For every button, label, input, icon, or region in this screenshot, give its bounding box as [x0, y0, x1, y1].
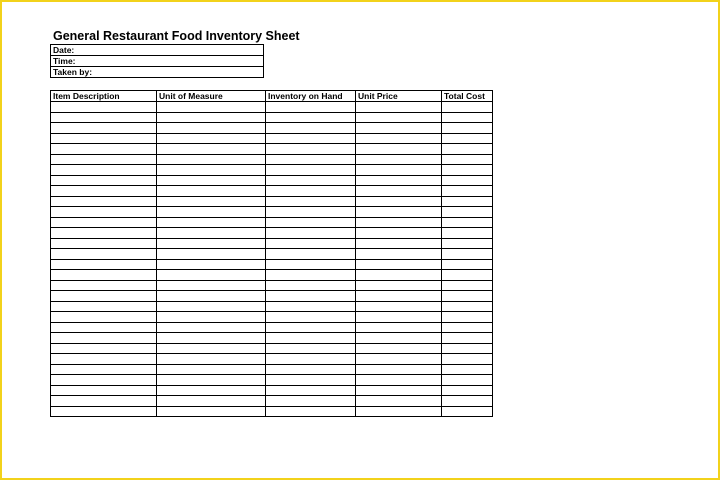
inventory-on-hand-cell[interactable] — [266, 228, 356, 239]
item-description-cell[interactable] — [51, 102, 157, 113]
table-row — [51, 112, 493, 123]
total-cost-cell[interactable] — [442, 165, 493, 176]
item-description-cell[interactable] — [51, 385, 157, 396]
item-description-cell[interactable] — [51, 112, 157, 123]
unit-of-measure-cell[interactable] — [157, 280, 266, 291]
total-cost-cell[interactable] — [442, 385, 493, 396]
table-row — [51, 165, 493, 176]
unit-price-cell[interactable] — [356, 406, 442, 417]
item-description-cell[interactable] — [51, 270, 157, 281]
inventory-on-hand-cell[interactable] — [266, 343, 356, 354]
item-description-cell[interactable] — [51, 249, 157, 260]
column-header-unit-price: Unit Price — [356, 91, 442, 102]
taken-by-field[interactable]: Taken by: — [51, 67, 264, 78]
inventory-on-hand-cell[interactable] — [266, 196, 356, 207]
item-description-cell[interactable] — [51, 196, 157, 207]
total-cost-cell[interactable] — [442, 228, 493, 239]
total-cost-cell[interactable] — [442, 102, 493, 113]
unit-price-cell[interactable] — [356, 238, 442, 249]
time-row — [51, 56, 264, 67]
table-row — [51, 144, 493, 155]
item-description-cell[interactable] — [51, 228, 157, 239]
inventory-on-hand-cell[interactable] — [266, 165, 356, 176]
unit-price-cell[interactable] — [356, 249, 442, 260]
table-row — [51, 385, 493, 396]
item-description-cell[interactable] — [51, 165, 157, 176]
inventory-on-hand-cell[interactable] — [266, 259, 356, 270]
item-description-cell[interactable] — [51, 217, 157, 228]
unit-of-measure-cell[interactable] — [157, 249, 266, 260]
table-row — [51, 322, 493, 333]
item-description-cell[interactable] — [51, 154, 157, 165]
unit-price-cell[interactable] — [356, 354, 442, 365]
column-header-item-description: Item Description — [51, 91, 157, 102]
unit-of-measure-cell[interactable] — [157, 406, 266, 417]
unit-price-cell[interactable] — [356, 186, 442, 197]
date-field[interactable]: Date: — [51, 45, 264, 56]
item-description-cell[interactable] — [51, 291, 157, 302]
table-row — [51, 196, 493, 207]
inventory-table — [50, 90, 493, 417]
inventory-on-hand-cell[interactable] — [266, 364, 356, 375]
inventory-on-hand-cell[interactable] — [266, 217, 356, 228]
unit-of-measure-cell[interactable] — [157, 354, 266, 365]
item-description-cell[interactable] — [51, 186, 157, 197]
total-cost-cell[interactable] — [442, 280, 493, 291]
unit-of-measure-cell[interactable] — [157, 312, 266, 323]
table-row — [51, 291, 493, 302]
unit-price-cell[interactable] — [356, 102, 442, 113]
unit-price-cell[interactable] — [356, 322, 442, 333]
unit-of-measure-cell[interactable] — [157, 133, 266, 144]
unit-of-measure-cell[interactable] — [157, 333, 266, 344]
column-header-unit-of-measure: Unit of Measure — [157, 91, 266, 102]
total-cost-cell[interactable] — [442, 154, 493, 165]
unit-price-cell[interactable] — [356, 333, 442, 344]
unit-of-measure-cell[interactable] — [157, 175, 266, 186]
unit-price-cell[interactable] — [356, 196, 442, 207]
total-cost-cell[interactable] — [442, 249, 493, 260]
unit-price-cell[interactable] — [356, 343, 442, 354]
inventory-on-hand-cell[interactable] — [266, 249, 356, 260]
item-description-cell[interactable] — [51, 364, 157, 375]
unit-of-measure-cell[interactable] — [157, 228, 266, 239]
item-description-cell[interactable] — [51, 301, 157, 312]
taken-by-row — [51, 67, 264, 78]
sheet-info-table — [50, 44, 264, 78]
item-description-cell[interactable] — [51, 144, 157, 155]
inventory-on-hand-cell[interactable] — [266, 102, 356, 113]
unit-of-measure-cell[interactable] — [157, 396, 266, 407]
inventory-on-hand-cell[interactable] — [266, 322, 356, 333]
unit-price-cell[interactable] — [356, 301, 442, 312]
item-description-cell[interactable] — [51, 312, 157, 323]
unit-of-measure-cell[interactable] — [157, 217, 266, 228]
item-description-cell[interactable] — [51, 396, 157, 407]
inventory-on-hand-cell[interactable] — [266, 144, 356, 155]
total-cost-cell[interactable] — [442, 322, 493, 333]
unit-price-cell[interactable] — [356, 123, 442, 134]
table-row — [51, 375, 493, 386]
table-row — [51, 354, 493, 365]
total-cost-cell[interactable] — [442, 270, 493, 281]
table-row — [51, 406, 493, 417]
table-row — [51, 259, 493, 270]
total-cost-cell[interactable] — [442, 175, 493, 186]
total-cost-cell[interactable] — [442, 238, 493, 249]
item-description-cell[interactable] — [51, 280, 157, 291]
table-row — [51, 133, 493, 144]
total-cost-cell[interactable] — [442, 133, 493, 144]
item-description-cell[interactable] — [51, 406, 157, 417]
unit-price-cell[interactable] — [356, 396, 442, 407]
unit-price-cell[interactable] — [356, 112, 442, 123]
table-row — [51, 301, 493, 312]
table-row — [51, 280, 493, 291]
table-row — [51, 228, 493, 239]
unit-price-cell[interactable] — [356, 133, 442, 144]
unit-price-cell[interactable] — [356, 165, 442, 176]
unit-of-measure-cell[interactable] — [157, 238, 266, 249]
inventory-header-row — [51, 91, 493, 102]
unit-of-measure-cell[interactable] — [157, 165, 266, 176]
inventory-on-hand-cell[interactable] — [266, 354, 356, 365]
inventory-on-hand-cell[interactable] — [266, 123, 356, 134]
inventory-on-hand-cell[interactable] — [266, 375, 356, 386]
table-row — [51, 364, 493, 375]
unit-price-cell[interactable] — [356, 385, 442, 396]
unit-of-measure-cell[interactable] — [157, 207, 266, 218]
table-row — [51, 175, 493, 186]
inventory-on-hand-cell[interactable] — [266, 186, 356, 197]
unit-of-measure-cell[interactable] — [157, 154, 266, 165]
unit-of-measure-cell[interactable] — [157, 375, 266, 386]
total-cost-cell[interactable] — [442, 291, 493, 302]
table-row — [51, 312, 493, 323]
table-row — [51, 249, 493, 260]
unit-price-cell[interactable] — [356, 207, 442, 218]
inventory-rows — [51, 102, 493, 417]
total-cost-cell[interactable] — [442, 364, 493, 375]
item-description-cell[interactable] — [51, 207, 157, 218]
item-description-cell[interactable] — [51, 175, 157, 186]
total-cost-cell[interactable] — [442, 301, 493, 312]
unit-of-measure-cell[interactable] — [157, 291, 266, 302]
inventory-on-hand-cell[interactable] — [266, 291, 356, 302]
time-field[interactable]: Time: — [51, 56, 264, 67]
unit-price-cell[interactable] — [356, 259, 442, 270]
inventory-on-hand-cell[interactable] — [266, 396, 356, 407]
inventory-on-hand-cell[interactable] — [266, 312, 356, 323]
inventory-on-hand-cell[interactable] — [266, 154, 356, 165]
table-row — [51, 217, 493, 228]
total-cost-cell[interactable] — [442, 343, 493, 354]
inventory-on-hand-cell[interactable] — [266, 385, 356, 396]
inventory-on-hand-cell[interactable] — [266, 406, 356, 417]
item-description-cell[interactable] — [51, 259, 157, 270]
unit-price-cell[interactable] — [356, 375, 442, 386]
total-cost-cell[interactable] — [442, 123, 493, 134]
item-description-cell[interactable] — [51, 375, 157, 386]
inventory-on-hand-cell[interactable] — [266, 112, 356, 123]
table-row — [51, 396, 493, 407]
unit-price-cell[interactable] — [356, 291, 442, 302]
unit-price-cell[interactable] — [356, 270, 442, 281]
table-row — [51, 154, 493, 165]
unit-of-measure-cell[interactable] — [157, 385, 266, 396]
table-row — [51, 333, 493, 344]
unit-of-measure-cell[interactable] — [157, 259, 266, 270]
inventory-on-hand-cell[interactable] — [266, 333, 356, 344]
unit-of-measure-cell[interactable] — [157, 144, 266, 155]
unit-of-measure-cell[interactable] — [157, 301, 266, 312]
item-description-cell[interactable] — [51, 238, 157, 249]
table-row — [51, 186, 493, 197]
unit-of-measure-cell[interactable] — [157, 322, 266, 333]
total-cost-cell[interactable] — [442, 217, 493, 228]
unit-price-cell[interactable] — [356, 280, 442, 291]
unit-price-cell[interactable] — [356, 364, 442, 375]
inventory-on-hand-cell[interactable] — [266, 301, 356, 312]
total-cost-cell[interactable] — [442, 375, 493, 386]
unit-of-measure-cell[interactable] — [157, 364, 266, 375]
unit-of-measure-cell[interactable] — [157, 196, 266, 207]
unit-price-cell[interactable] — [356, 175, 442, 186]
unit-of-measure-cell[interactable] — [157, 186, 266, 197]
unit-of-measure-cell[interactable] — [157, 102, 266, 113]
item-description-cell[interactable] — [51, 123, 157, 134]
inventory-on-hand-cell[interactable] — [266, 238, 356, 249]
inventory-on-hand-cell[interactable] — [266, 207, 356, 218]
unit-of-measure-cell[interactable] — [157, 270, 266, 281]
table-row — [51, 238, 493, 249]
column-header-total-cost: Total Cost — [442, 91, 493, 102]
total-cost-cell[interactable] — [442, 333, 493, 344]
inventory-on-hand-cell[interactable] — [266, 270, 356, 281]
total-cost-cell[interactable] — [442, 112, 493, 123]
total-cost-cell[interactable] — [442, 186, 493, 197]
total-cost-cell[interactable] — [442, 144, 493, 155]
table-row — [51, 270, 493, 281]
unit-price-cell[interactable] — [356, 144, 442, 155]
unit-price-cell[interactable] — [356, 154, 442, 165]
total-cost-cell[interactable] — [442, 396, 493, 407]
column-header-inventory-on-hand: Inventory on Hand — [266, 91, 356, 102]
total-cost-cell[interactable] — [442, 406, 493, 417]
unit-of-measure-cell[interactable] — [157, 343, 266, 354]
table-row — [51, 102, 493, 113]
total-cost-cell[interactable] — [442, 354, 493, 365]
item-description-cell[interactable] — [51, 133, 157, 144]
inventory-on-hand-cell[interactable] — [266, 175, 356, 186]
item-description-cell[interactable] — [51, 333, 157, 344]
sheet-title: General Restaurant Food Inventory Sheet — [53, 29, 300, 43]
unit-price-cell[interactable] — [356, 217, 442, 228]
unit-of-measure-cell[interactable] — [157, 123, 266, 134]
unit-price-cell[interactable] — [356, 312, 442, 323]
unit-of-measure-cell[interactable] — [157, 112, 266, 123]
total-cost-cell[interactable] — [442, 312, 493, 323]
total-cost-cell[interactable] — [442, 207, 493, 218]
table-row — [51, 123, 493, 134]
unit-price-cell[interactable] — [356, 228, 442, 239]
item-description-cell[interactable] — [51, 322, 157, 333]
total-cost-cell[interactable] — [442, 196, 493, 207]
item-description-cell[interactable] — [51, 354, 157, 365]
inventory-on-hand-cell[interactable] — [266, 133, 356, 144]
table-row — [51, 207, 493, 218]
inventory-on-hand-cell[interactable] — [266, 280, 356, 291]
total-cost-cell[interactable] — [442, 259, 493, 270]
table-row — [51, 343, 493, 354]
date-row — [51, 45, 264, 56]
item-description-cell[interactable] — [51, 343, 157, 354]
